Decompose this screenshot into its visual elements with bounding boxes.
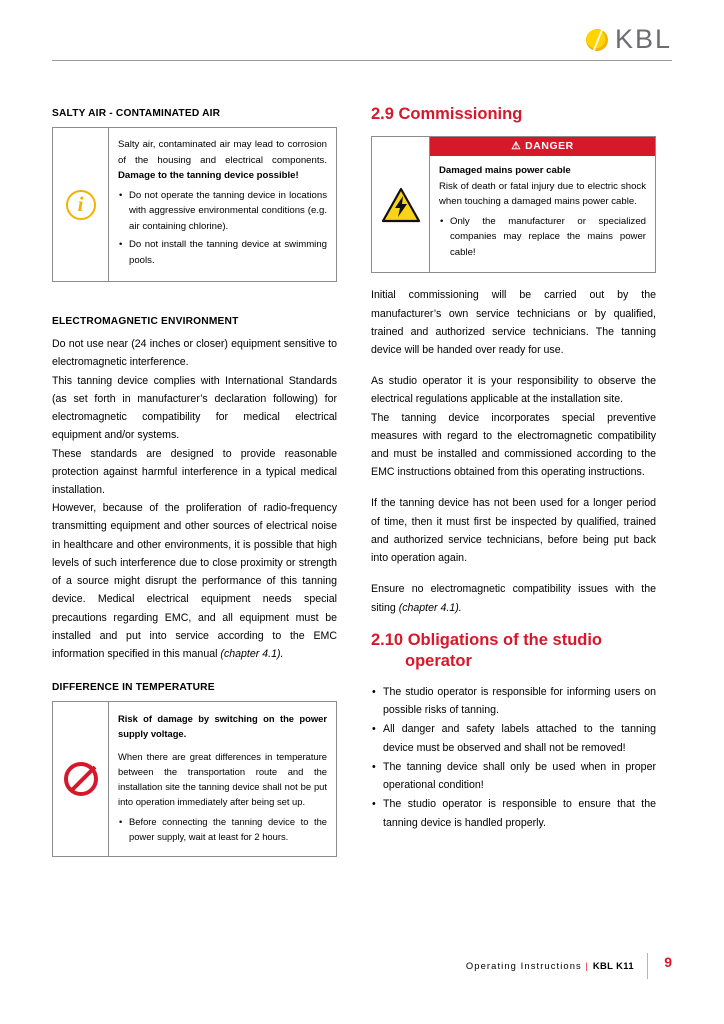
page-footer [52, 954, 672, 980]
prohibition-callout-box [52, 701, 337, 857]
info-paragraph-bold: Damage to the tanning device possible! [118, 170, 299, 182]
heading-obligations-line1: 2.10 Obligations of the studio [371, 630, 603, 649]
heading-obligations [371, 630, 656, 672]
paragraph-with-reference [371, 580, 656, 616]
danger-bullet-list [439, 214, 646, 261]
header-divider [52, 60, 672, 61]
page-header [52, 24, 672, 64]
chapter-reference: (chapter 4.1). [220, 647, 284, 660]
paragraph-with-reference [52, 499, 337, 663]
obligations-bullet-list [371, 683, 656, 832]
list-item: • All danger and safety labels attached to the tanning device must be observed and shall not be removed! [383, 720, 656, 756]
danger-paragraph: Risk of death or fatal injury due to electric shock when touching a damaged mains power cable. [439, 180, 646, 208]
paragraph: These standards are designed to provide reasonable protection against harmful interference in a typical medical installation. [52, 447, 337, 496]
brand-logo [586, 24, 672, 55]
information-icon: i [66, 190, 96, 220]
footer-doc-name: KBL K11 [592, 960, 634, 971]
list-item: • Do not install the tanning device at swimming pools. [129, 237, 327, 268]
left-column [52, 108, 337, 857]
prohibition-text-cell [109, 702, 336, 856]
paragraph: Do not use near (24 inches or closer) equipment sensitive to electromagnetic interference. [52, 338, 337, 369]
paragraph: The tanning device incorporates special preventive measures with regard to the electromagnetic compatibility and must be installed and commissioned according to the EMC instructions obtained from this operating instructions. [371, 411, 656, 479]
paragraph: If the tanning device has not been used for a longer period of time, then it must first be inspected by qualified, trained and authorized service technicians, before being put back into operation again. [371, 497, 656, 565]
danger-heading: Damaged mains power cable [439, 165, 571, 177]
prohibition-paragraph: When there are great differences in temperature between the transportation route and the installation site the tanning device shall not be put into operation immediately after being set up. [118, 750, 327, 808]
chapter-reference: (chapter 4.1). [398, 601, 462, 614]
paragraph: This tanning device complies with International Standards (as set forth in manufacturer’s declaration following) for electromagnetic compatibility for medical electrical equipment and/or systems. [52, 374, 337, 442]
paragraph-text: Ensure no electromagnetic compatibility issues with the siting [371, 583, 656, 614]
prohibition-icon [64, 762, 98, 796]
page-number: 9 [664, 954, 672, 970]
section-title-salty-air: SALTY AIR - CONTAMINATED AIR [52, 108, 221, 119]
footer-label [466, 960, 634, 971]
danger-content [430, 137, 655, 272]
list-item: • The tanning device shall only be used when in proper operational condition! [383, 758, 656, 794]
paragraph: As studio operator it is your responsibility to observe the electrical regulations applicable at the installation site. [371, 375, 656, 406]
kbl-sun-logo-icon [586, 29, 608, 51]
footer-divider [647, 953, 648, 979]
list-item: • Before connecting the tanning device to the power supply, wait at least for 2 hours. [129, 814, 327, 844]
info-text-cell [109, 128, 336, 281]
electric-hazard-icon [381, 187, 421, 223]
info-paragraph: Salty air, contaminated air may lead to corrosion of the housing and electrical components. [118, 139, 327, 166]
right-column [371, 104, 656, 833]
heading-commissioning: 2.9 Commissioning [371, 105, 523, 123]
brand-name: KBL [614, 24, 672, 54]
section-title-electromagnetic: ELECTROMAGNETIC ENVIRONMENT [52, 316, 239, 328]
info-bullet-list [118, 188, 327, 269]
info-icon-cell [53, 128, 109, 281]
danger-banner-label: DANGER [525, 140, 574, 152]
section-title-temperature: DIFFERENCE IN TEMPERATURE [52, 682, 215, 694]
prohibition-heading: Risk of damage by switching on the power supply voltage. [118, 713, 327, 740]
paragraph: Initial commissioning will be carried out by the manufacturer’s own service technicians or by qualified, trained and authorized service technicians. The tanning device will be handed over ready for use. [371, 289, 656, 356]
danger-icon-cell [372, 137, 430, 272]
footer-separator: | [585, 960, 590, 971]
danger-body [430, 156, 655, 272]
paragraph-text: However, because of the proliferation of radio-frequency transmitting equipment and other sources of electrical noise in healthcare and other environments, it is possible that high levels of such interference due to close proximity or strength of a source might disrupt the performance of this tanning device. Medical electrical equipment needs special precautions regarding EMC, and all equipment must be installed and put into service according to the EMC information specified in this manual [52, 502, 337, 660]
footer-doc-kind: Operating Instructions [465, 960, 582, 971]
heading-obligations-line2: operator [405, 651, 472, 670]
info-callout-box [52, 127, 337, 282]
warning-triangle-icon: ⚠ [511, 141, 522, 153]
list-item: • Only the manufacturer or specialized companies may replace the mains power cable! [450, 214, 646, 261]
prohibition-bullet-list [118, 814, 327, 844]
list-item: • The studio operator is responsible for informing users on possible risks of tanning. [383, 683, 656, 719]
danger-callout-box [371, 136, 656, 273]
danger-banner [430, 137, 655, 156]
prohibition-icon-cell [53, 702, 109, 856]
list-item: • Do not operate the tanning device in locations with aggressive environmental conditions (e.g. air containing chlorine). [129, 188, 327, 235]
list-item: • The studio operator is responsible to ensure that the tanning device is handled properly. [383, 795, 656, 831]
